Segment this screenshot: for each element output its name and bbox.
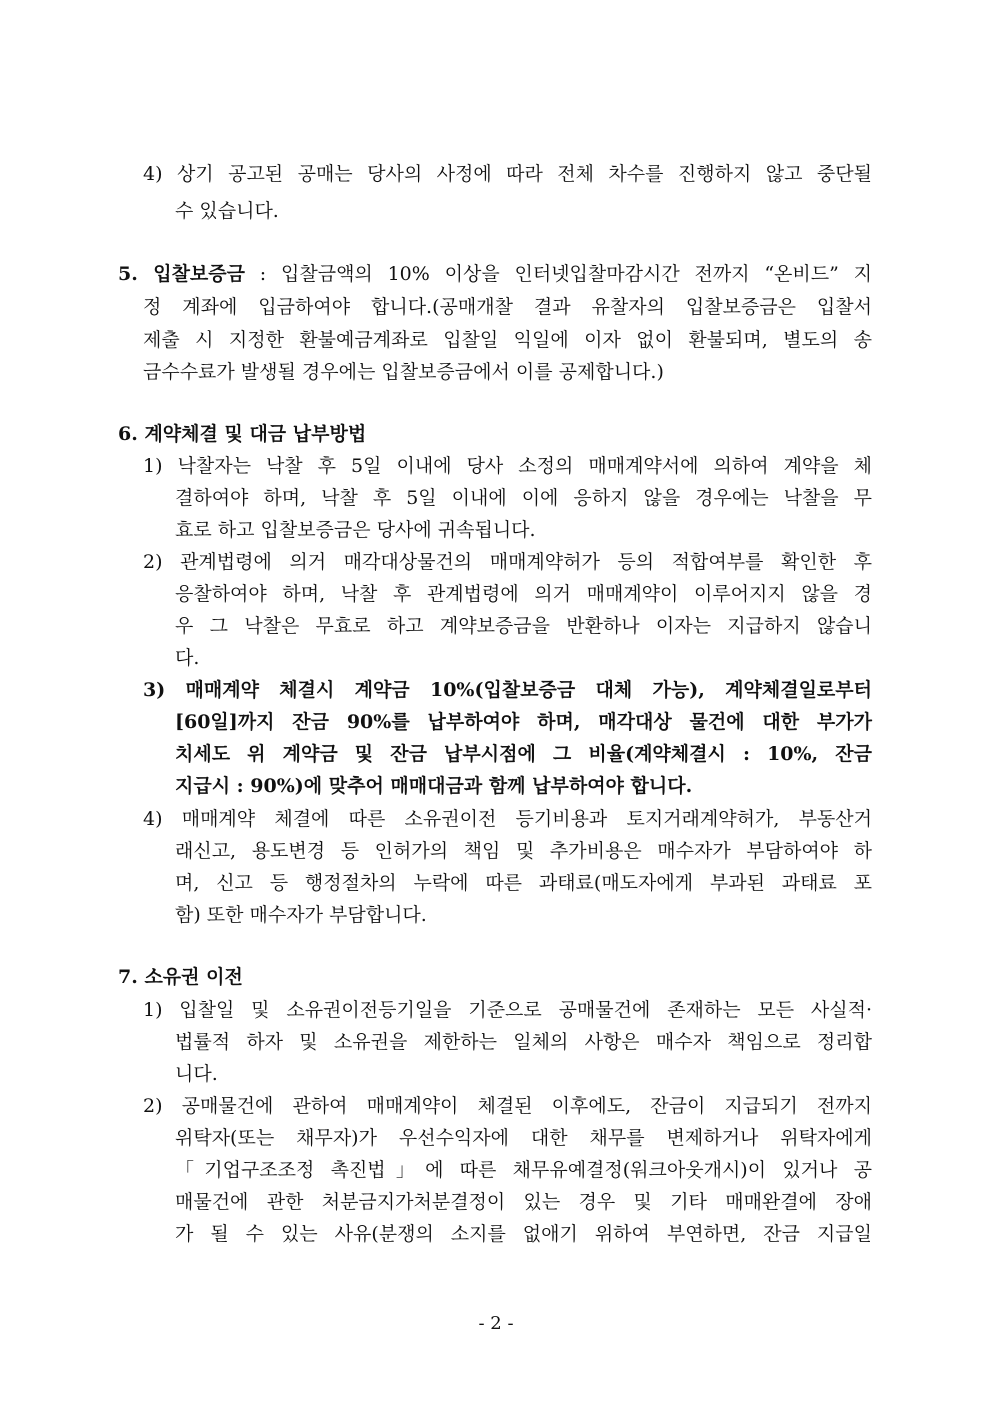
s6-item4-line1: 4) 매매계약 체결에 따른 소유권이전 등기비용과 토지거래계약허가, 부동산거 bbox=[143, 808, 872, 830]
s7-item2-line5: 가 될 수 있는 사유(분쟁의 소지를 없애기 위하여 부연하면, 잔금 지급일 bbox=[175, 1223, 872, 1245]
s7-item2-line4: 매물건에 관한 처분금지가처분결정이 있는 경우 및 기타 매매완결에 장애 bbox=[175, 1191, 872, 1213]
s6-item3-line4: 지급시 : 90%)에 맞추어 매매대금과 함께 납부하여야 합니다. bbox=[175, 775, 693, 797]
s6-item3-line3: 치세도 위 계약금 및 잔금 납부시점에 그 비율(계약체결시 : 10%, 잔금 bbox=[175, 743, 872, 765]
s5-line2: 정 계좌에 입금하여야 합니다.(공매개찰 결과 유찰자의 입찰보증금은 입찰서 bbox=[143, 296, 872, 318]
s6-item1-line2: 결하여야 하며, 낙찰 후 5일 이내에 이에 응하지 않을 경우에는 낙찰을 무 bbox=[175, 487, 872, 509]
s7-item1-line3: 니다. bbox=[175, 1063, 218, 1085]
s6-title: 6. 계약체결 및 대금 납부방법 bbox=[118, 423, 367, 445]
s5-line1 bbox=[118, 260, 872, 288]
s5-title: 5. 입찰보증금 bbox=[118, 263, 245, 285]
s6-item3-line2: [60일]까지 잔금 90%를 납부하여야 하며, 매각대상 물건에 대한 부가가 bbox=[175, 711, 872, 733]
s6-item2-line2: 응찰하여야 하며, 낙찰 후 관계법령에 의거 매매계약이 이루어지지 않을 경 bbox=[175, 583, 872, 605]
s5-line1-text: : 입찰금액의 10% 이상을 인터넷입찰마감시간 전까지 “온비드” 지 bbox=[245, 263, 872, 285]
s6-item2-line3: 우 그 낙찰은 무효로 하고 계약보증금을 반환하나 이자는 지급하지 않습니 bbox=[175, 615, 872, 637]
s6-item4-line3: 며, 신고 등 행정절차의 누락에 따른 과태료(매도자에게 부과된 과태료 포 bbox=[175, 872, 872, 894]
s7-title: 7. 소유권 이전 bbox=[118, 966, 243, 988]
s5-line4: 금수수료가 발생될 경우에는 입찰보증금에서 이를 공제합니다.) bbox=[143, 361, 664, 383]
s7-item2-line3: 「기업구조조정 촉진법」에 따른 채무유예결정(워크아웃개시)이 있거나 공 bbox=[175, 1159, 872, 1181]
s6-item3-line1: 3) 매매계약 체결시 계약금 10%(입찰보증금 대체 가능), 계약체결일로부터 bbox=[143, 679, 872, 701]
s6-item2-line1: 2) 관계법령에 의거 매각대상물건의 매매계약허가 등의 적합여부를 확인한 후 bbox=[143, 551, 872, 573]
s4-item4-line1: 4) 상기 공고된 공매는 당사의 사정에 따라 전체 차수를 진행하지 않고 중단될 bbox=[143, 163, 872, 185]
s5-line3: 제출 시 지정한 환불예금계좌로 입찰일 익일에 이자 없이 환불되며, 별도의 송 bbox=[143, 329, 872, 351]
s7-item2-line2: 위탁자(또는 채무자)가 우선수익자에 대한 채무를 변제하거나 위탁자에게 bbox=[175, 1127, 872, 1149]
s4-item4-line2: 수 있습니다. bbox=[175, 200, 279, 222]
s7-item1-line1: 1) 입찰일 및 소유권이전등기일을 기준으로 공매물건에 존재하는 모든 사실적· bbox=[143, 999, 872, 1021]
s6-item1-line3: 효로 하고 입찰보증금은 당사에 귀속됩니다. bbox=[175, 519, 536, 541]
s6-item4-line2: 래신고, 용도변경 등 인허가의 책임 및 추가비용은 매수자가 부담하여야 하 bbox=[175, 840, 872, 862]
s6-item2-line4: 다. bbox=[175, 647, 200, 669]
s7-item2-line1: 2) 공매물건에 관하여 매매계약이 체결된 이후에도, 잔금이 지급되기 전까지 bbox=[143, 1095, 872, 1117]
s6-item4-line4: 함) 또한 매수자가 부담합니다. bbox=[175, 904, 427, 926]
page-number: - 2 - bbox=[478, 1313, 514, 1334]
s7-item1-line2: 법률적 하자 및 소유권을 제한하는 일체의 사항은 매수자 책임으로 정리합 bbox=[175, 1031, 872, 1053]
s6-item1-line1: 1) 낙찰자는 낙찰 후 5일 이내에 당사 소정의 매매계약서에 의하여 계약을 체 bbox=[143, 455, 872, 477]
